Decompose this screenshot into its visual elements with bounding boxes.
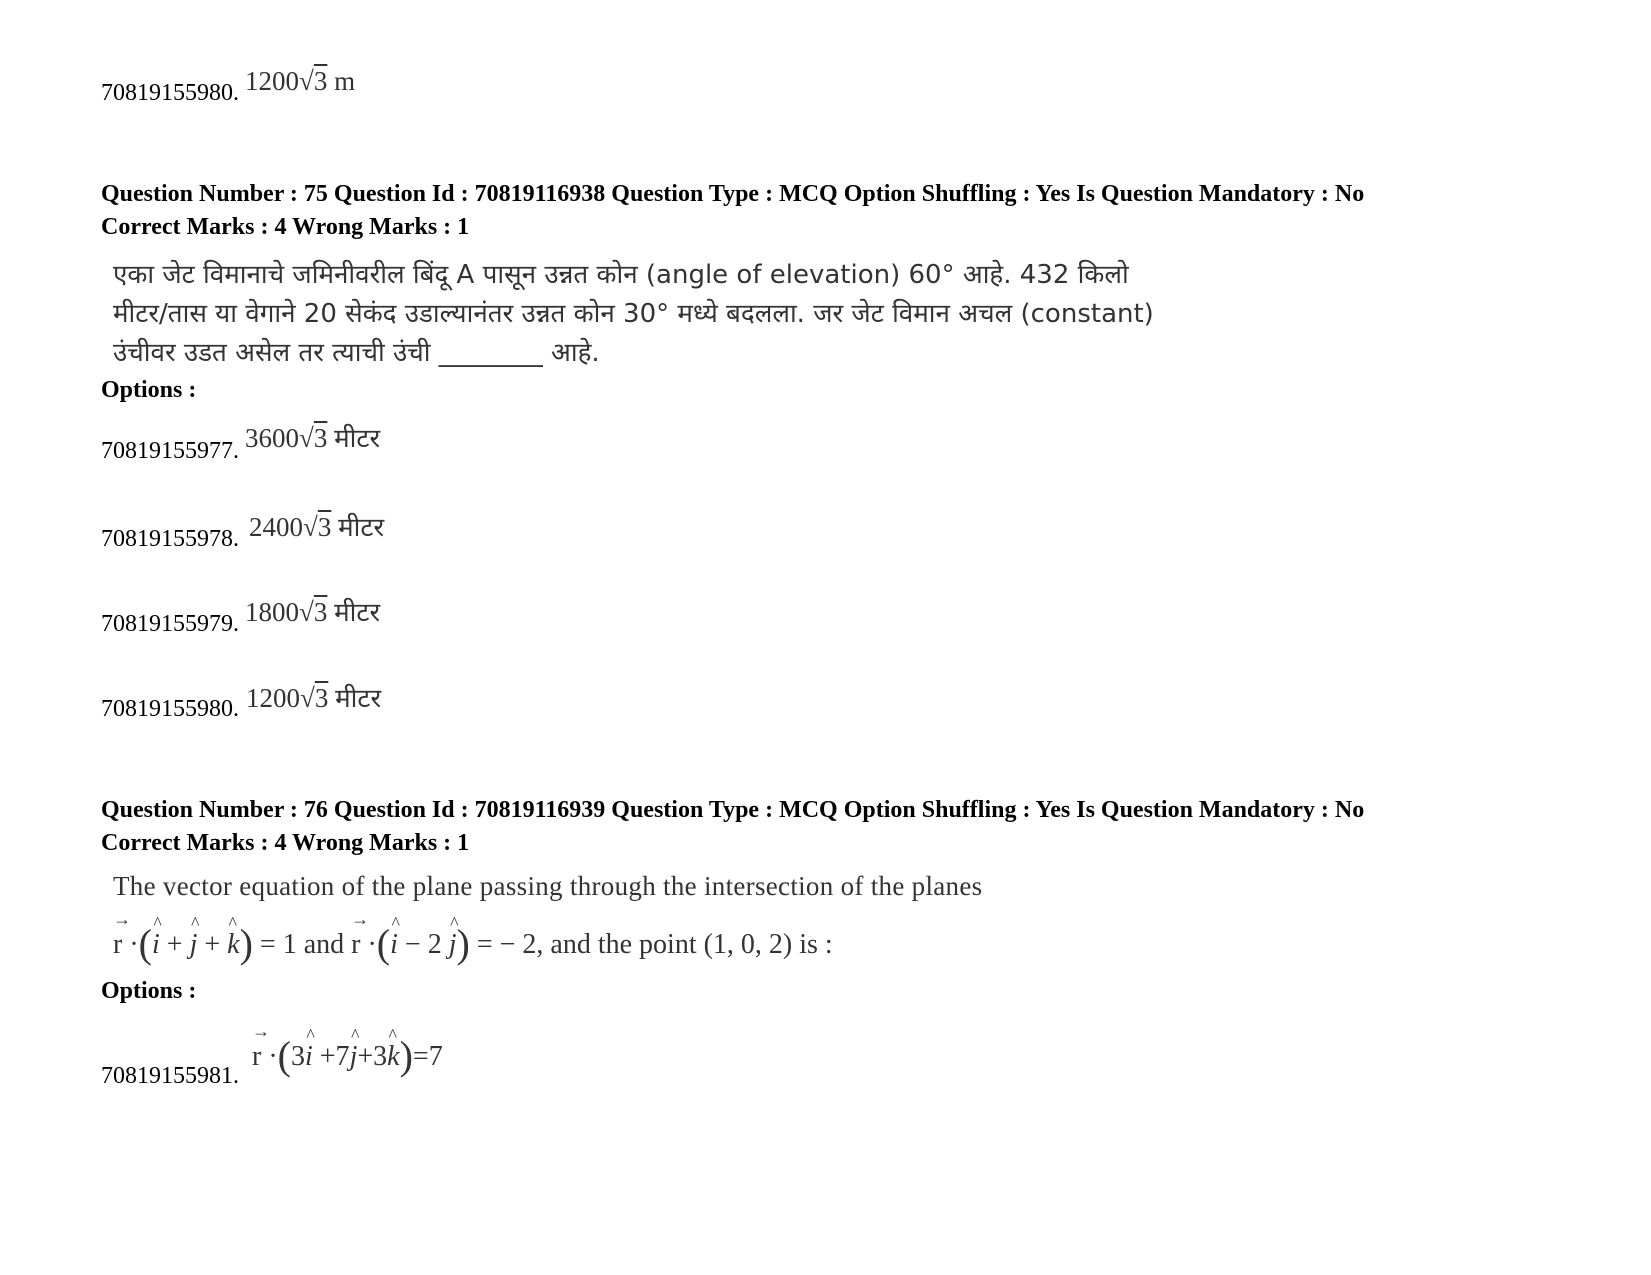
option-value (245, 66, 355, 97)
option-number: 1200 (246, 683, 300, 713)
option-id: 70819155979. (101, 611, 239, 637)
equation-and: and (303, 929, 345, 960)
question-text-line: एका जेट विमानाचे जमिनीवरील बिंदू A पासून उन्नत कोन (angle of elevation) 60° आहे. 432 किलो (113, 260, 1129, 290)
sqrt-icon: √ (299, 423, 314, 453)
option-root: 3 (313, 423, 328, 453)
option-root: 3 (317, 512, 332, 542)
option-value[interactable] (245, 419, 380, 455)
option-id: 70819155981. (101, 1063, 239, 1089)
question-header: Question Number : 75 Question Id : 70819116938 Question Type : MCQ Option Shuffling : Yes Is Question Mandatory : No (101, 181, 1365, 207)
unit-k: ^ k (227, 929, 239, 961)
option-unit: मीटर (334, 424, 381, 454)
sqrt-icon: √ (299, 66, 314, 96)
paren-open: ( (376, 921, 391, 966)
question-text-line: मीटर/तास या वेगाने 20 सेकंद उडाल्यानंतर उन्नत कोन 30° मध्ये बदलला. जर जेट विमान अचल (constant) (113, 299, 1154, 329)
option-root: 3 (313, 597, 328, 627)
sqrt-icon: √ (300, 683, 315, 713)
unit-i: ^ i (152, 929, 160, 961)
option-unit: मीटर (334, 598, 381, 628)
paren-open: ( (277, 1033, 291, 1078)
equation-tail: , and the point (1, 0, 2) is : (536, 929, 833, 960)
vector-r: → r (113, 929, 122, 961)
paren-close: ) (399, 1033, 413, 1078)
option-root: 3 (313, 66, 328, 96)
equation-rhs: = 1 (259, 929, 297, 960)
option-expression: =7 (412, 1041, 443, 1072)
option-id: 70819155977. (101, 438, 239, 464)
question-text-line: उंचीवर उडत असेल तर त्याची उंची ________ आहे. (113, 338, 600, 368)
question-equation: → r ·(^ i + ^ j + ^ k) = 1 and → r ·(^ i − 2 ^ j) = − 2, and the point (1, 0, 2) is : (113, 920, 833, 967)
unit-j: ^ j (449, 929, 457, 961)
unit-i: ^ i (390, 929, 398, 961)
option-number: 2400 (249, 512, 303, 542)
unit-i: ^ i (305, 1041, 313, 1073)
options-label: Options : (101, 978, 197, 1004)
equation-rhs: = − 2 (476, 929, 537, 960)
unit-j: ^ j (190, 929, 198, 961)
option-unit: मीटर (335, 684, 382, 714)
option-value[interactable] (246, 679, 381, 715)
unit-k: ^ k (387, 1041, 399, 1073)
unit-j: ^ j (350, 1041, 358, 1073)
sqrt-icon: √ (299, 597, 314, 627)
paren-close: ) (239, 921, 253, 966)
option-id: 70819155980. (101, 696, 239, 722)
paren-open: ( (138, 921, 152, 966)
question-marks: Correct Marks : 4 Wrong Marks : 1 (101, 214, 470, 240)
option-value[interactable]: → r ·(3^ i +7^ j+3^ k)=7 (252, 1032, 443, 1079)
question-marks: Correct Marks : 4 Wrong Marks : 1 (101, 830, 470, 856)
question-text-line: The vector equation of the plane passing through the intersection of the planes (113, 871, 983, 901)
options-label: Options : (101, 377, 197, 403)
sqrt-icon: √ (303, 512, 318, 542)
option-number: 1200 (245, 66, 299, 96)
option-value[interactable] (245, 593, 380, 629)
option-value[interactable] (249, 508, 384, 544)
option-id: 70819155980. (101, 80, 239, 106)
option-number: 3600 (245, 423, 299, 453)
vector-r: → r (351, 929, 360, 961)
option-unit: मीटर (338, 513, 385, 543)
option-unit: m (334, 66, 356, 96)
option-number: 1800 (245, 597, 299, 627)
option-id: 70819155978. (101, 526, 239, 552)
paren-close: ) (456, 921, 470, 966)
option-root: 3 (314, 683, 329, 713)
question-header: Question Number : 76 Question Id : 70819116939 Question Type : MCQ Option Shuffling : Yes Is Question Mandatory : No (101, 797, 1365, 823)
vector-r: → r (252, 1041, 261, 1073)
